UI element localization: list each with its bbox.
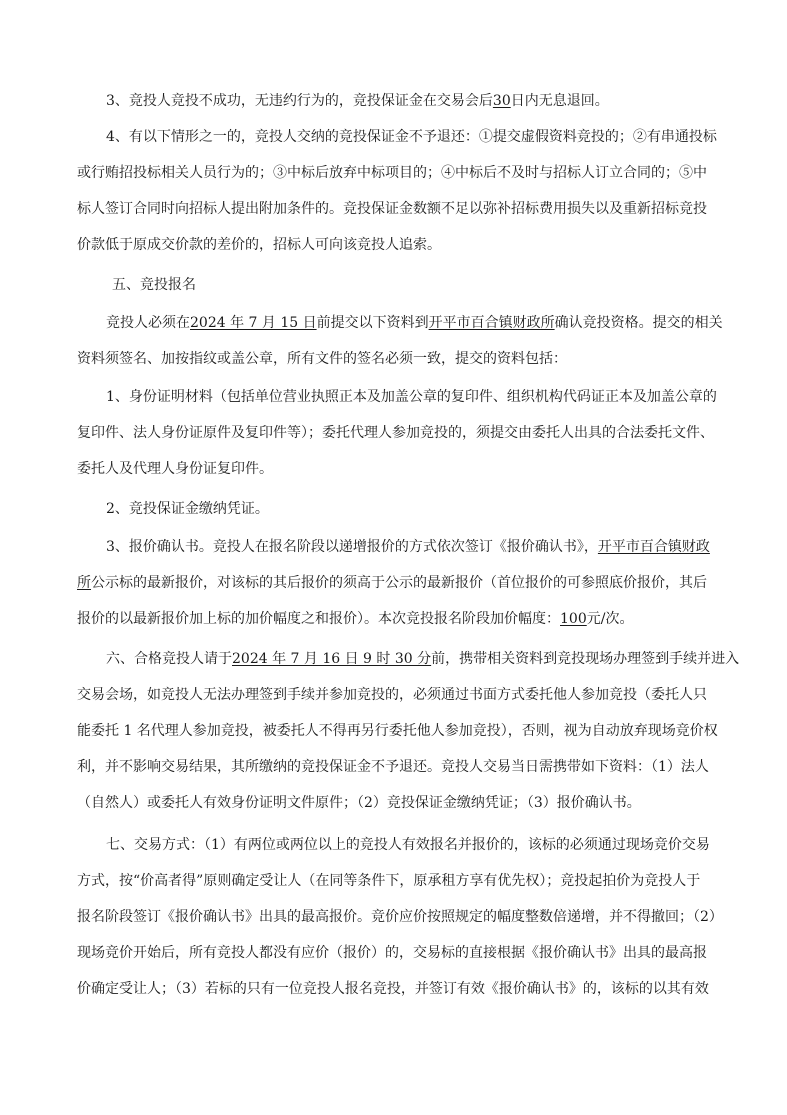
para-refund: 3、竞投人竞投不成功，无违约行为的，竞投保证金在交易会后30日内无息退回。 [106,93,609,109]
para-id-line2: 复印件、法人身份证原件及复印件等）；委托代理人参加竞投的，须提交由委托人出具的合法委托文件、 [77,425,714,441]
para-trade-line3: 报名阶段签订《报价确认书》出具的最高报价。竞价应价按照规定的幅度整数倍递增，并不得撤回；（2） [77,909,723,925]
para-signin-line2: 交易会场，如竞投人无法办理签到手续并参加竞投的，必须通过书面方式委托他人参加竞投（委托人只 [77,687,707,703]
para-forfeit-line3: 标人签订合同时向招标人提出附加条件的。竞投保证金数额不足以弥补招标费用损失以及重新招标竞投 [77,201,707,217]
para-forfeit-line2: 或行贿招投标相关人员行为的；③中标后放弃中标项目的；④中标后不及时与招标人订立合同的；⑤中 [77,165,707,181]
para-forfeit-line1: 4、有以下情形之一的，竞投人交纳的竞投保证金不予退还：①提交虚假资料竞投的；②有串通投标 [106,129,717,145]
para-id-line3: 委托人及代理人身份证复印件。 [77,461,273,477]
para-quote-line2: 所公示标的最新报价，对该标的其后报价的须高于公示的最新报价（首位报价的可参照底价报价，其后 [77,575,707,591]
para-registration-line2: 资料须签名、加按指纹或盖公章，所有文件的签名必须一致，提交的资料包括： [77,351,567,367]
para-id-line1: 1、身份证明材料（包括单位营业执照正本及加盖公章的复印件、组织机构代码证正本及加盖公章的 [106,389,717,405]
para-forfeit-line4: 价款低于原成交价款的差价的，招标人可向该竞投人追索。 [77,237,441,253]
para-trade-line5: 价确定受让人；（3）若标的只有一位竞投人报名竞投，并签订有效《报价确认书》的，该标的以其有效 [77,981,709,997]
section-heading-registration: 五、竞投报名 [112,277,196,293]
para-registration-line1: 竞投人必须在2024 年 7 月 15 日前提交以下资料到开平市百合镇财政所确认竞投资格。提交的相关 [106,315,723,331]
para-deposit-proof: 2、竞投保证金缴纳凭证。 [106,501,269,517]
para-signin-line1: 六、合格竞投人请于2024 年 7 月 16 日 9 时 30 分前，携带相关资料到竞投现场办理签到手续并进入 [106,651,740,667]
para-quote-line1: 3、报价确认书。竞投人在报名阶段以递增报价的方式依次签订《报价确认书》，开平市百合镇财政 [106,539,710,555]
para-signin-line5: （自然人）或委托人有效身份证明文件原件；（2）竞投保证金缴纳凭证；（3）报价确认书。 [77,795,641,811]
para-trade-line1: 七、交易方式：（1）有两位或两位以上的竞投人有效报名并报价的，该标的必须通过现场竞价交易 [106,837,710,853]
para-trade-line2: 方式，按“价高者得”原则确定受让人（在同等条件下，原承租方享有优先权）；竞投起拍价为竞投人于 [77,873,701,889]
para-trade-line4: 现场竞价开始后，所有竞投人都没有应价（报价）的，交易标的直接根据《报价确认书》出具的最高报 [77,945,707,961]
para-signin-line4: 利，并不影响交易结果，其所缴纳的竞投保证金不予退还。竞投人交易当日需携带如下资料：（1）法人 [77,759,709,775]
para-quote-line3: 报价的以最新报价加上标的加价幅度之和报价）。本次竞投报名阶段加价幅度：100元/次。 [77,611,634,627]
para-signin-line3: 能委托 1 名代理人参加竞投，被委托人不得再另行委托他人参加竞投），否则，视为自动放弃现场竞价权 [77,723,718,739]
